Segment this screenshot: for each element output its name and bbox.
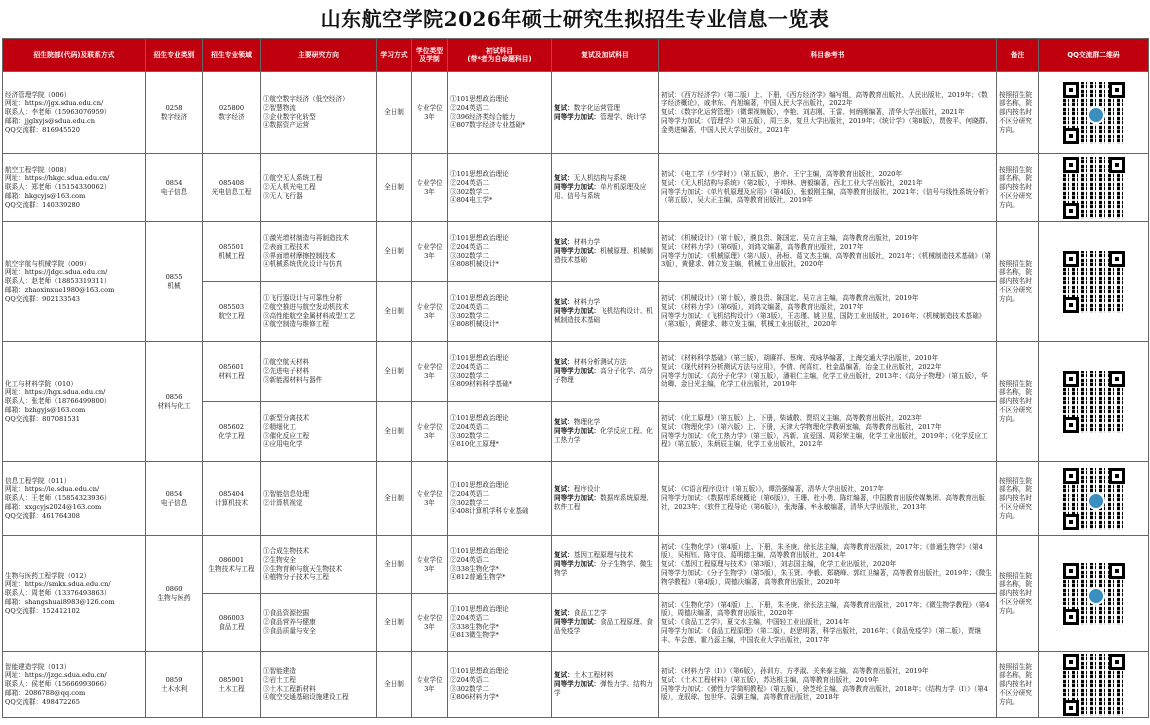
- retest-subjects: [552, 402, 659, 462]
- remark: 按照招生院部名称，院部内按名时不区分研究方向。: [997, 72, 1039, 154]
- extra-label: 同等学力加试：: [554, 247, 601, 256]
- extra-label: 同等学力加试：: [554, 183, 601, 192]
- program-field: 085901 土木工程: [203, 652, 261, 718]
- table-row: [3, 536, 1149, 594]
- header-remark: 备注: [997, 39, 1039, 72]
- remark: 按照招生院部名称，院部内按名时不区分研究方向。: [997, 154, 1039, 222]
- program-field: 085503 航空工程: [203, 282, 261, 342]
- qq-group-qr[interactable]: [1039, 462, 1149, 536]
- study-mode: 全日制: [377, 342, 412, 402]
- study-mode: 全日制: [377, 652, 412, 718]
- retest-label: 复试：: [554, 238, 574, 247]
- research-directions: ①航空数字经济（低空经济） ②智慧物流 ③企业数字化转型 ④数据资产运营: [261, 72, 377, 154]
- research-directions: ①航空航天材料 ②先进电子材料 ③新能源材料与器件: [261, 342, 377, 402]
- extra-label: 同等学力加试：: [554, 367, 601, 376]
- degree-type: 专业学位 3年: [412, 222, 448, 282]
- extra-value: 飞机结构设计、机械制造技术基础: [554, 307, 653, 324]
- qq-group-qr[interactable]: [1039, 342, 1149, 462]
- qr-code-icon[interactable]: [1063, 157, 1125, 219]
- research-directions: ①飞行器设计与可靠性分析 ②航空推进与航空发动机技术 ③高性能航空金属材料成型工艺 ④航空制造与维修工程: [261, 282, 377, 342]
- reference-books: 初试：《生物化学》（第4版）上、下册，朱圣庚、徐长法主编，高等教育出版社，2017年；《微生物学教程》（第4版），周德庆编著，高等教育出版社，2020年 复试：《食品工艺学》，夏文水主编，中国轻工业出版社，2014年 同等学力加试：《食品工程原理》（第二版），赵思明著，科学出版社，2016年；《食品免疫学》（第二版），贾继丰、车会莲、霍乃蕊主编，中国农业大学出版社，2017年: [659, 594, 997, 652]
- degree-type: 专业学位 3年: [412, 594, 448, 652]
- study-mode: 全日制: [377, 222, 412, 282]
- reference-books: 初试：《机械设计》（第十版），濮良贵、陈国定、吴立言主编，高等教育出版社，2019年 复试：《材料力学》（第6版），刘鸿文编著，高等教育出版社，2017年 同等学力加试：《机械原理》（第八版），孙桓、葛文杰主编，高等教育出版社，2021年；《机械制造技术基础》（第3版），黄健求、韩立发主编，机械工业出版社，2020年: [659, 222, 997, 282]
- qq-group-qr[interactable]: [1039, 72, 1149, 154]
- degree-type: 专业学位 3年: [412, 342, 448, 402]
- program-field: 025800 数字经济: [203, 72, 261, 154]
- header-mode: 学习方式: [377, 39, 412, 72]
- retest-label: 复试：: [554, 298, 574, 307]
- reference-books: 初试：《机械设计》（第十版），濮良贵、陈国定、吴立言主编，高等教育出版社，2019年 复试：《材料力学》（第6版），刘鸿文编著，高等教育出版社，2017年 同等学力加试：《飞机结构设计》（第3版），王志瑾、姚卫星，国防工业出版社，2016年；《机械制造技术基础》（第3版），黄健求、韩立发主编，机械工业出版社，2020年: [659, 282, 997, 342]
- header-retest: 复试及加试科目: [552, 39, 659, 72]
- retest-label: 复试：: [554, 551, 574, 560]
- program-category: 0856 材料与化工: [146, 342, 203, 462]
- retest-subjects: [552, 72, 659, 154]
- qq-group-qr[interactable]: [1039, 154, 1149, 222]
- reference-books: 复试：《C语言程序设计（第五版）》，谭浩强编著，清华大学出版社，2017年 同等学力加试：《数据库系统概论（第6版）》，王珊、杜小勇、陈红编著，中国教育出版传媒集团、高等教育出版社，2023年；《软件工程导论（第6版）》，张海藩、牟永敏编著，清华大学出版社，2013年: [659, 462, 997, 536]
- page-title: 山东航空学院2026年硕士研究生拟招生专业信息一览表: [320, 7, 830, 31]
- program-category: 0854 电子信息: [146, 462, 203, 536]
- table-row: [3, 652, 1149, 718]
- retest-subjects: [552, 536, 659, 594]
- research-directions: ①智能信息处理 ②计算机视觉: [261, 462, 377, 536]
- retest-label: 复试：: [554, 418, 574, 427]
- retest-value: 材料力学: [573, 238, 601, 247]
- header-category: 招生专业类别: [146, 39, 203, 72]
- college-contact: 航空工程学院（008） 网址：https://hkgc.sdua.edu.cn/ 联系人：郑老师（15154330062） 邮箱：hkgcyjs@163.com QQ交流群：140339280: [3, 154, 146, 222]
- program-field: 086001 生物技术与工程: [203, 536, 261, 594]
- qr-code-icon[interactable]: [1063, 468, 1125, 530]
- qq-group-qr[interactable]: [1039, 536, 1149, 652]
- qq-group-qr[interactable]: [1039, 222, 1149, 342]
- extra-label: 同等学力加试：: [554, 427, 601, 436]
- remark: 按照招生院部名称，院部内按名时不区分研究方向。: [997, 652, 1039, 718]
- retest-value: 无人机结构与系统: [573, 174, 627, 183]
- exam-subjects: ①101思想政治理论 ②204英语二 ③302数学二 ④808机械设计*: [448, 222, 552, 282]
- retest-subjects: [552, 462, 659, 536]
- extra-value: 管理学、统计学: [600, 112, 647, 121]
- exam-subjects: ①101思想政治理论 ②204英语二 ③338生物化学* ④812普通生物学*: [448, 536, 552, 594]
- table-row: [3, 222, 1149, 282]
- study-mode: 全日制: [377, 536, 412, 594]
- retest-value: 食品工艺学: [573, 609, 607, 618]
- college-contact: 信息工程学院（011） 网址：https://ie.sdua.edu.cn/ 联系人：王老师（15854323936） 邮箱：xxgcyjs2024@163.com QQ交流群：461764308: [3, 462, 146, 536]
- college-contact: 化工与材料学院（010） 网址：https://hgx.sdua.edu.cn/ 联系人：张老师（18766499800） 邮箱：bzhgyjs@163.com QQ交流群：807081531: [3, 342, 146, 462]
- exam-subjects: ①101思想政治理论 ②204英语二 ③302数学二 ④804电工学*: [448, 154, 552, 222]
- degree-type: 专业学位 3年: [412, 154, 448, 222]
- retest-value: 基因工程原理与技术: [573, 551, 634, 560]
- retest-label: 复试：: [554, 671, 574, 680]
- study-mode: 全日制: [377, 402, 412, 462]
- program-field: 085601 材料工程: [203, 342, 261, 402]
- reference-books: 初试：《西方经济学》（第二版）上、下册，《西方经济学》编写组，高等教育出版社、人民出版社，2019年；《数字经济概论》，戚聿东、肖旭编著，中国人民大学出版社，2022年 复试：《数字化运营管理》（微课视频版），李艳、刘志刚、王雷、何炳刚编著，清华大学出版社，2021年 同等学力加试：《管理学》（第五版），周三多，复旦大学出版社，2019年；《统计学》（第8版），贾俊平、何晓群、金勇进编著，中国人民大学出版社，2021年: [659, 72, 997, 154]
- table-row: [3, 462, 1149, 536]
- header-exam: 初试科目 (带*者为自命题科目): [448, 39, 552, 72]
- degree-type: 专业学位 3年: [412, 536, 448, 594]
- retest-label: 复试：: [554, 174, 574, 183]
- degree-type: 专业学位 3年: [412, 282, 448, 342]
- table-row: [3, 154, 1149, 222]
- qr-code-icon[interactable]: [1063, 371, 1125, 433]
- extra-label: 同等学力加试：: [554, 680, 601, 689]
- college-contact: 经济管理学院（006） 网址：https://jgx.sdua.edu.cn/ 联系人：李老师（15963076959） 邮箱：jjglxyjs@sdua.edu.cn QQ交流群：816945520: [3, 72, 146, 154]
- retest-subjects: [552, 282, 659, 342]
- retest-label: 复试：: [554, 485, 574, 494]
- reference-books: 初试：《化工原理》（第五版）上、下册，柴诚敬、贾绍义主编，高等教育出版社，2023年 复试：《物理化学》（第六版）上、下册，天津大学物理化学教研室编，高等教育出版社，2017年 同等学力加试：《化工热力学》（第三版），冯新、宣爱国、周彩荣主编，化学工业出版社，2019年；《化学反应工程》（第五版），朱炳辰主编，化学工业出版社，2012年: [659, 402, 997, 462]
- retest-subjects: [552, 154, 659, 222]
- program-field: 085501 机械工程: [203, 222, 261, 282]
- remark: 按照招生院部名称，院部内按名时不区分研究方向。: [997, 342, 1039, 462]
- study-mode: 全日制: [377, 594, 412, 652]
- exam-subjects: ①101思想政治理论 ②204英语二 ③302数学二 ④808机械设计*: [448, 282, 552, 342]
- table-row: [3, 342, 1149, 402]
- exam-subjects: ①101思想政治理论 ②204英语二 ③302数学二 ④809材料科学基础*: [448, 342, 552, 402]
- qq-group-qr[interactable]: [1039, 652, 1149, 718]
- extra-value: 食品工程原理、食品免疫学: [554, 618, 653, 635]
- study-mode: 全日制: [377, 462, 412, 536]
- program-category: 0859 土木水利: [146, 652, 203, 718]
- remark: 按照招生院部名称，院部内按名时不区分研究方向。: [997, 536, 1039, 652]
- exam-subjects: ①101思想政治理论 ②204英语二 ③302数学二 ④408计算机学科专业基础: [448, 462, 552, 536]
- remark: 按照招生院部名称，院部内按名时不区分研究方向。: [997, 222, 1039, 342]
- extra-label: 同等学力加试：: [554, 307, 601, 316]
- exam-subjects: ①101思想政治理论 ②204英语二 ③396经济类综合能力 ④807数字经济专业基础*: [448, 72, 552, 154]
- retest-value: 物理化学: [573, 418, 601, 427]
- program-category: 0258 数字经济: [146, 72, 203, 154]
- reference-books: 初试：《材料科学基础》（第三版），胡赓祥、蔡珣、戎咏华编著，上海交通大学出版社，2010年 复试：《现代材料分析测试方法与应用》，李倩、何喜红、杜金晶编著，冶金工业出版社，2022年 同等学力加试：《高分子化学》（第五版），潘祖仁主编，化学工业出版社，2013年；《高分子物理》（第五版），华幼卿、金日光主编，化学工业出版社，2019年: [659, 342, 997, 402]
- exam-subjects: ①101思想政治理论 ②204英语二 ③338生物化学* ④813微生物学*: [448, 594, 552, 652]
- qr-code-icon[interactable]: [1063, 82, 1125, 144]
- reference-books: 初试：《电工学（少学时）》（第五版），唐介、王宁主编，高等教育出版社，2020年 复试：《无人机结构与系统》（第2版），于坤林、唐毅编著，西北工业大学出版社，2021年 同等学力加试：《单片机原理及应用》（第4版），张毅刚主编，高等教育出版社，2021年；《信号与线性系统分析》（第五版），吴大正主编，高等教育出版社，2019年: [659, 154, 997, 222]
- extra-value: 数据库系统原理、软件工程: [554, 494, 653, 511]
- retest-label: 复试：: [554, 358, 574, 367]
- extra-value: 分子生物学、微生物学: [554, 560, 653, 577]
- study-mode: 全日制: [377, 282, 412, 342]
- research-directions: ①新型分离技术 ②精细化工 ③催化反应工程 ④应用电化学: [261, 402, 377, 462]
- reference-books: 初试：《材料力学（I）》（第6版），孙训方、方孝淑、关来泰主编，高等教育出版社，2019年 复试：《土木工程材料》（第五版），苏达根主编，高等教育出版社，2019年 同等学力加试：《弹性力学简明教程》（第五版），徐芝纶主编，高等教育出版社，2018年；《结构力学（I）》（第4版），龙驭球、包世华、袁驷主编，高等教育出版社，2018年: [659, 652, 997, 718]
- header-college: 招生院部(代码)及联系方式: [3, 39, 146, 72]
- header-directions: 主要研究方向: [261, 39, 377, 72]
- degree-type: 专业学位 3年: [412, 72, 448, 154]
- degree-type: 专业学位 3年: [412, 652, 448, 718]
- extra-value: 单片机原理及应用、信号与系统: [554, 183, 647, 200]
- header-qr: QQ交流群二维码: [1039, 39, 1149, 72]
- research-directions: ①食品资源挖掘 ②食品营养与健康 ③食品质量与安全: [261, 594, 377, 652]
- extra-label: 同等学力加试：: [554, 112, 601, 121]
- extra-label: 同等学力加试：: [554, 618, 601, 627]
- extra-value: 机械原理、机械制造技术基础: [554, 247, 653, 264]
- research-directions: ①航空无人系统工程 ②无人机光电工程 ③无人飞行器: [261, 154, 377, 222]
- retest-subjects: [552, 652, 659, 718]
- research-directions: ①合成生物技术 ②生物安全 ③生物育种与航天生物技术 ④植物分子技术与工程: [261, 536, 377, 594]
- extra-label: 同等学力加试：: [554, 560, 601, 569]
- extra-value: 弹性力学、结构力学: [554, 680, 653, 697]
- program-category: 0860 生物与医药: [146, 536, 203, 652]
- extra-value: 化学反应工程、化工热力学: [554, 427, 653, 444]
- degree-type: 专业学位 3年: [412, 402, 448, 462]
- retest-label: 复试：: [554, 103, 574, 112]
- exam-subjects: ①101思想政治理论 ②204英语二 ③302数学二 ④810化工原理*: [448, 402, 552, 462]
- retest-label: 复试：: [554, 609, 574, 618]
- table-row: [3, 72, 1149, 154]
- degree-type: 专业学位 3年: [412, 462, 448, 536]
- program-field: 085408 光电信息工程: [203, 154, 261, 222]
- reference-books: 初试：《生物化学》（第4版）上、下册，朱圣庚、徐长法主编，高等教育出版社，2017年；《普通生物学》（第4版），吴相钰、陈守良、葛明德主编，高等教育出版社，2014年 复试：《基因工程原理与技术》（第3版），刘志国主编，化学工业出版社，2020年 同等学力加试：《分子生物学》（第5版），朱玉贤、李毅、郑晓峰、郭红卫编著，高等教育出版社，2019年；《微生物学教程》（第4版），周德庆编著，高等教育出版社，2020年: [659, 536, 997, 594]
- program-field: 085404 计算机技术: [203, 462, 261, 536]
- extra-label: 同等学力加试：: [554, 494, 601, 503]
- qr-code-icon[interactable]: [1063, 251, 1125, 313]
- college-contact: 智能建造学院（013） 网址：https://jzgc.sdua.edu.cn/ 联系人：侯老师（15666993066） 邮箱：2086788@qq.com QQ交流群：498472265: [3, 652, 146, 718]
- college-contact: 生物与医药工程学院（012） 网址：https://smkx.sdua.edu.cn/ 联系人：周老师（13376493863） 邮箱：shangshuai8983@126.com QQ交流群：152412102: [3, 536, 146, 652]
- qr-code-icon[interactable]: [1063, 563, 1125, 625]
- research-directions: ①智能建造 ②岩土工程 ③土木工程新材料 ④航空交通基础设施建设工程: [261, 652, 377, 718]
- header-references: 科目参考书: [659, 39, 997, 72]
- study-mode: 全日制: [377, 154, 412, 222]
- qr-code-icon[interactable]: [1063, 654, 1125, 716]
- retest-subjects: [552, 594, 659, 652]
- retest-value: 程序设计: [573, 485, 601, 494]
- programs-table: [2, 38, 1149, 718]
- retest-subjects: [552, 342, 659, 402]
- program-field: 085602 化学工程: [203, 402, 261, 462]
- extra-value: 高分子化学、高分子物理: [554, 367, 653, 384]
- retest-value: 材料力学: [573, 298, 601, 307]
- header-degree: 学位类型及学制: [412, 39, 448, 72]
- study-mode: 全日制: [377, 72, 412, 154]
- retest-value: 土木工程材料: [573, 671, 614, 680]
- program-category: 0855 机械: [146, 222, 203, 342]
- header-row: [3, 39, 1149, 72]
- college-contact: 航空宇航与机械学院（009） 网址：https://jdgc.sdua.edu.cn/ 联系人：赵老师（18853319311） 邮箱：zhaoxinxue1980@163.com QQ交流群：902133543: [3, 222, 146, 342]
- program-field: 086003 食品工程: [203, 594, 261, 652]
- exam-subjects: ①101思想政治理论 ②204英语二 ③302数学二 ④806材料力学*: [448, 652, 552, 718]
- retest-subjects: [552, 222, 659, 282]
- retest-value: 材料分析测试方法: [573, 358, 627, 367]
- research-directions: ①激光增材制造与再制造技术 ②表面工程技术 ③界面增材摩擦控制技术 ④机械系统优化设计与仿真: [261, 222, 377, 282]
- retest-value: 数字化运营管理: [573, 103, 620, 112]
- remark: 按照招生院部名称，院部内按名时不区分研究方向。: [997, 462, 1039, 536]
- header-field: 招生专业领域: [203, 39, 261, 72]
- program-category: 0854 电子信息: [146, 154, 203, 222]
